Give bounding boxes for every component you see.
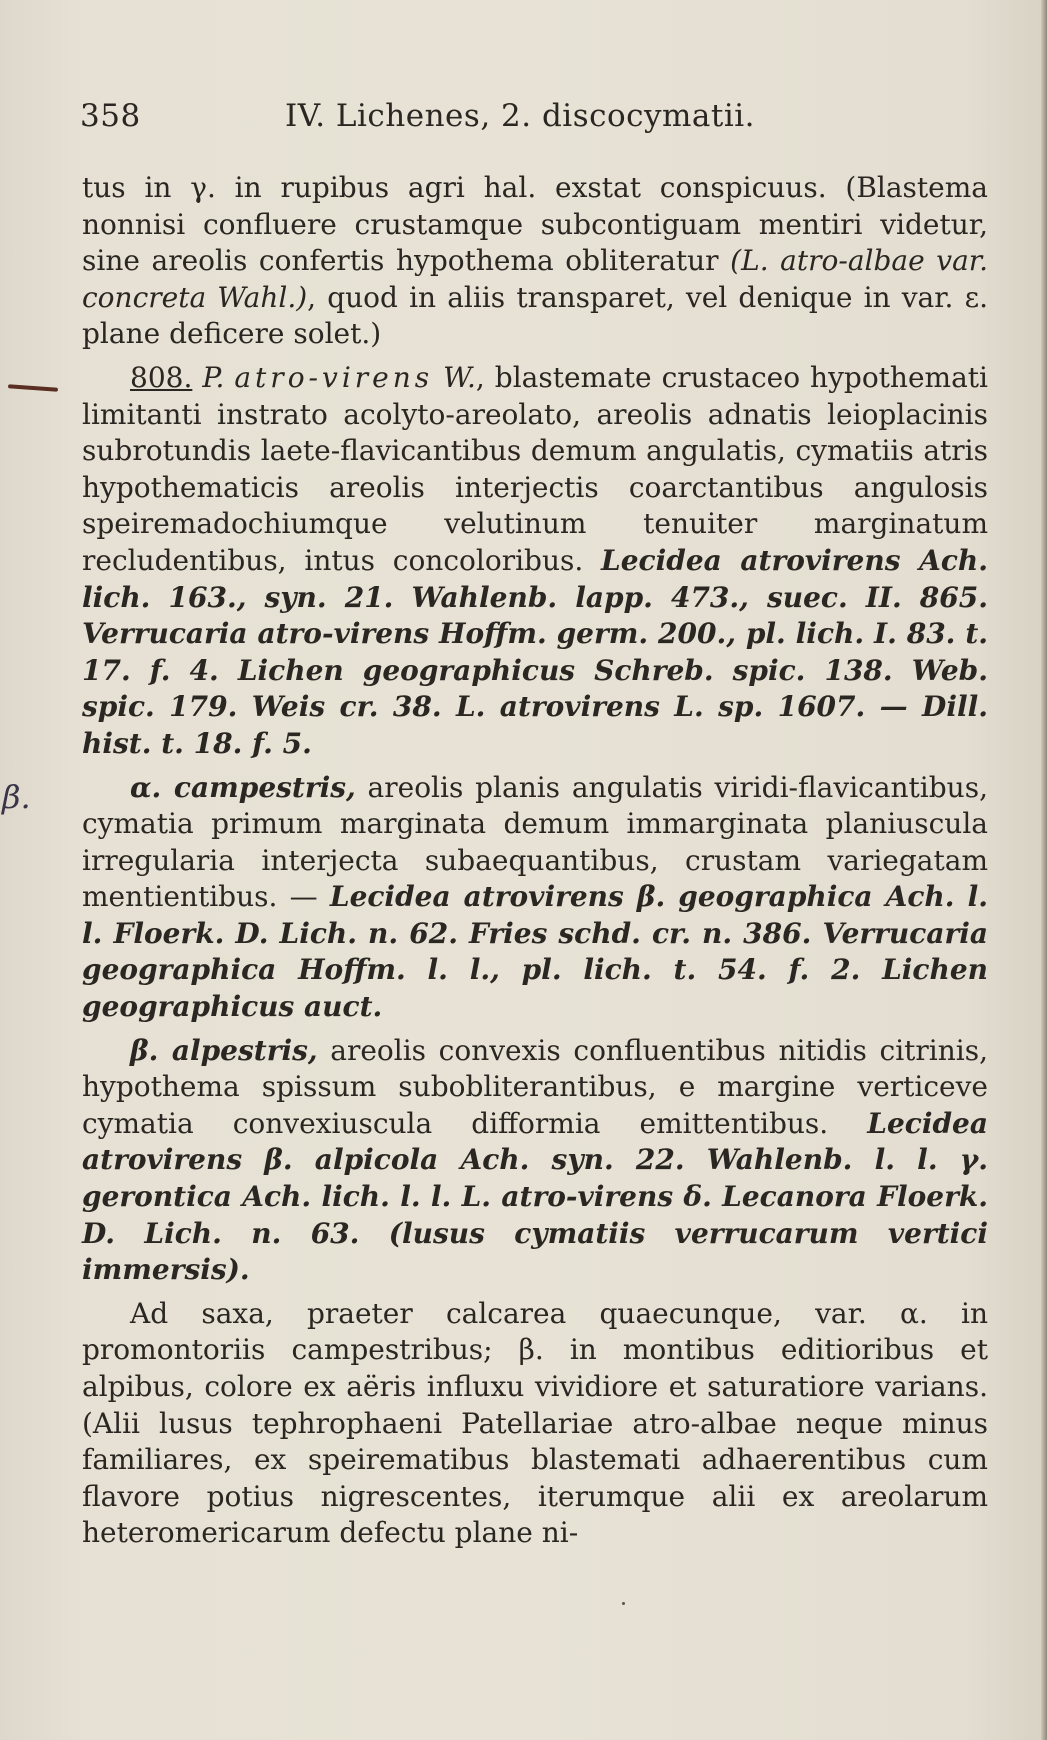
entry-number: 808. [130,360,193,394]
margin-ink-mark [8,384,58,391]
paragraph-text: , quod in aliis transparet, vel denique in var. ε. plane deficere solet.) [82,280,988,351]
variety-label: β. alpestris, [130,1033,318,1067]
running-title: IV. Lichenes, 2. discocymatii. [285,98,756,134]
variety-references: Lecidea atrovirens β. geographica Ach. l. l. Floerk. D. Lich. n. 62. Fries schd. cr. n. 386. Verrucaria geographica Hoffm. l. l., pl. lich. t. 54. f. 2. Lichen geographicus auct. [82,880,988,1024]
species-author: W. [443,360,476,394]
habitat-paragraph: Ad saxa, praeter calcarea quaecunque, var. α. in promontoriis campestribus; β. in montibus editioribus et alpibus, colore ex aëris influxu vividiore et saturatiore varians. (Alii lusus tephrophaeni Patellariae atro-albae neque minus familiares, ex speirematibus blastemati adhaerentibus cum flavore potius nigrescentes, iterumque alii ex areolarum heteromericarum defectu plane ni- [82,1296,988,1550]
page-edge [1041,0,1047,1740]
citation: (L. atro-albae var. concreta Wahl.) [82,244,988,314]
species-name: atro-virens [234,360,434,394]
margin-annotation: β. [2,778,31,816]
variety-alpha [82,770,988,1026]
variety-references: Lecidea atrovirens β. alpicola Ach. syn. 22. Wahlenb. l. l. γ. gerontica Ach. lich. l. l. L. atro-virens δ. Lecanora Floerk. D. Lich. n. 63. (lusus cymatiis verrucarum vertici immersis). [82,1106,988,1287]
synonymy-references: Lecidea atrovirens Ach. lich. 163., syn. 21. Wahlenb. lapp. 473., suec. II. 865. Verrucaria atro-virens Hoffm. germ. 200., pl. lich. I. 83. t. 17. f. 4. Lichen geographicus Schreb. spic. 138. Web. spic. 179. Weis cr. 38. L. atrovirens L. sp. 1607. — Dill. hist. t. 18. f. 5. [82,543,988,760]
species-entry [82,360,988,763]
variety-beta [82,1033,988,1289]
variety-description: areolis planis angulatis viridi-flavicantibus, cymatia primum marginata demum immarginata planiuscula irregularia interjecta subaequantibus, crustam variegatam mentientibus. — [82,770,988,914]
paragraph-continuation [82,170,988,353]
variety-label: α. campestris, [130,770,356,804]
species-description: , blastemate crustaceo hypothemati limitanti instrato acolyto-areolato, areolis adnatis leioplacinis subrotundis laete-flavicantibus demum angulatis, cymatiis atris hypothematicis areolis interjectis coarctantibus angulosis speiremadochiumque velutinum tenuiter marginatum recludentibus, intus concoloribus. [82,360,988,577]
variety-description: areolis convexis confluentibus nitidis citrinis, hypothema spissum subobliterantibus, e margine verticeve cymatia convexiuscula difformia emittentibus. [82,1033,989,1140]
genus-abbrev: P. [202,360,225,394]
page-number: 358 [80,98,141,134]
paragraph-text: tus in γ. in rupibus agri hal. exstat conspicuus. (Blastema nonnisi confluere crustamque subcontiguam mentiri videtur, sine areolis confertis hypothema obliteratur [82,171,988,278]
main-text [82,170,988,1552]
ink-speck [622,1602,625,1605]
